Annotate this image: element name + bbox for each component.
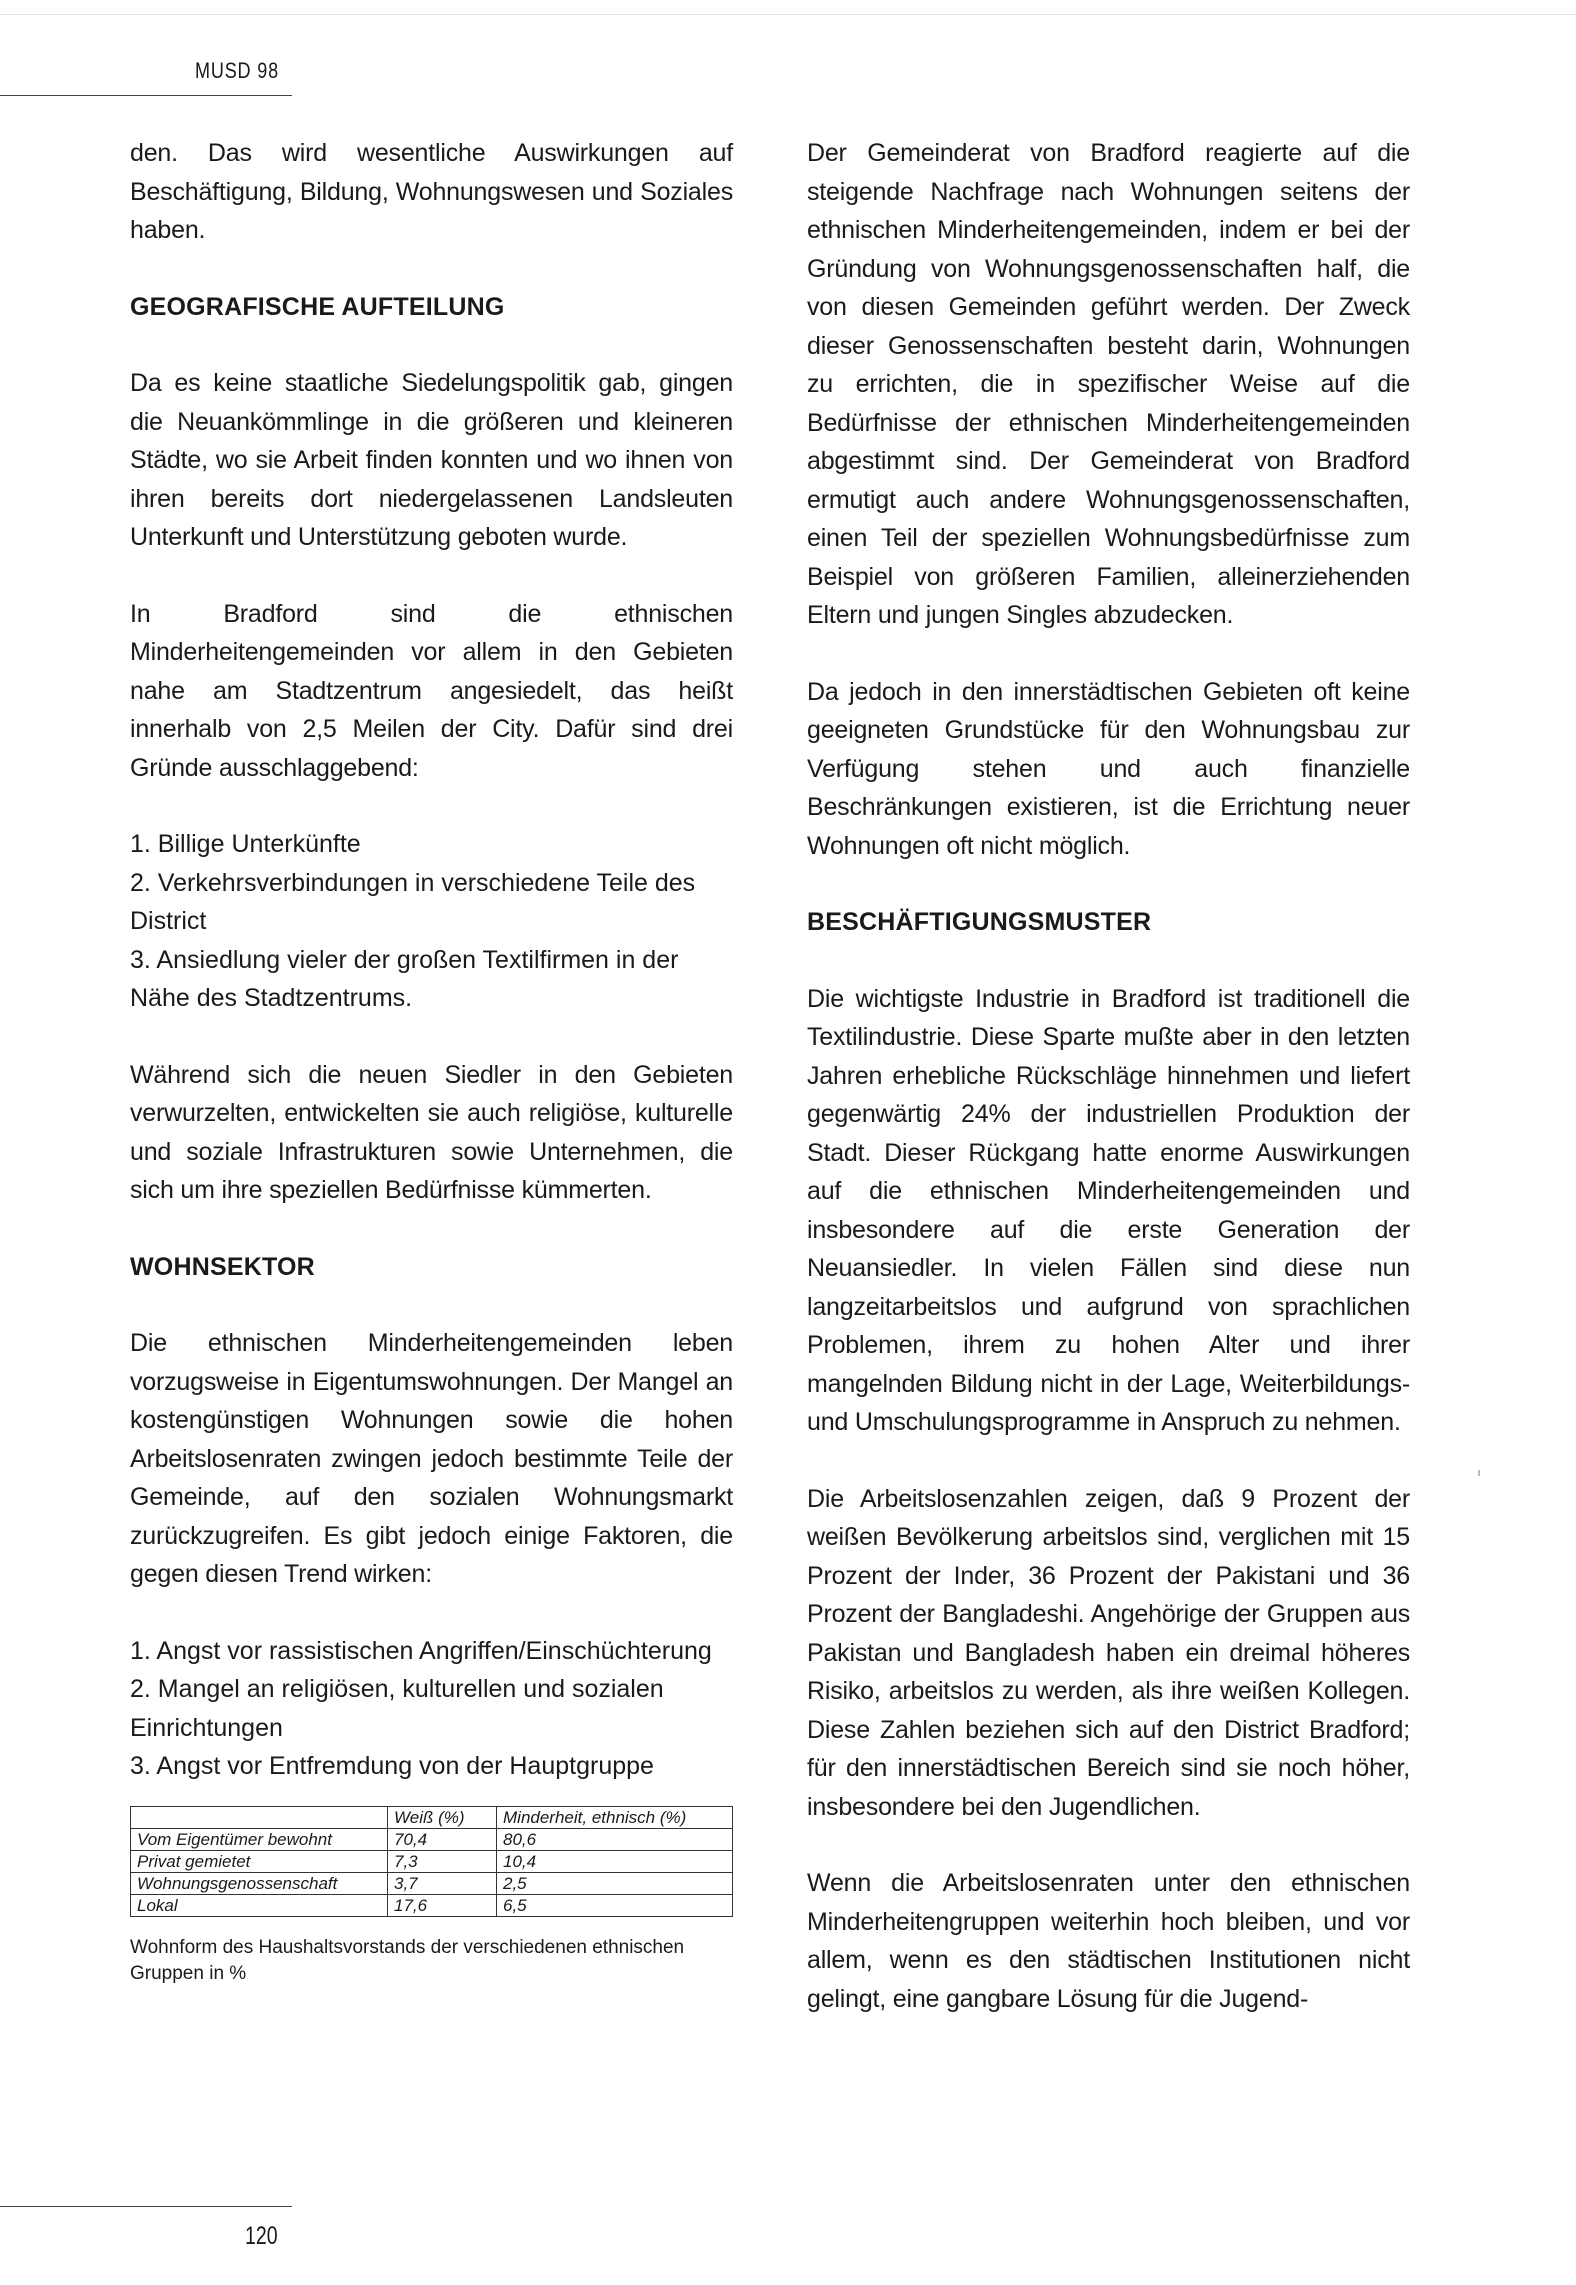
paragraph: In Bradford sind die ethnischen Minderheitengemeinden vor allem in den Gebieten nahe am Stadtzentrum angesiedelt, das heißt innerhalb von 2,5 Meilen der City. Dafür sind drei Gründe ausschlaggebend:: [130, 599, 733, 782]
table-cell: 7,3: [388, 1850, 497, 1872]
section-heading-geografische-aufteilung: GEOGRAFISCHE AUFTEILUNG: [130, 292, 505, 321]
top-edge-rule: [0, 14, 1576, 15]
table-cell: 10,4: [497, 1850, 733, 1872]
left-column: [130, 134, 733, 1987]
header-rule: [0, 95, 292, 96]
right-column: [807, 134, 1410, 2018]
housing-table: [130, 1806, 733, 1917]
reasons-list: [130, 825, 733, 1018]
table-cell: Lokal: [131, 1894, 388, 1916]
paragraph: Während sich die neuen Siedler in den Gebieten verwurzelten, entwickelten sie auch religiöse, kulturelle und soziale Infrastrukturen sowie Unternehmen, die sich um ihre speziellen Bedürfnisse kümmerten.: [130, 1060, 733, 1204]
paragraph: Die wichtigste Industrie in Bradford ist traditionell die Textilindustrie. Diese Sparte mußte aber in den letzten Jahren erhebliche Rückschläge hinnehmen und liefert gegenwärtig 24% der industriellen Produktion der Stadt. Dieser Rückgang hatte enorme Auswirkungen auf die ethnischen Minderheitengemeinden und insbesondere auf die erste Generation der Neuansiedler. In vielen Fällen sind diese nun langzeitarbeitslos und aufgrund von sprachlichen Problemen, ihrem zu hohen Alter und ihrer mangelnden Bildung nicht in der Lage, Weiterbildungs- und Umschulungsprogramme in Anspruch zu nehmen.: [807, 984, 1410, 1436]
table-header-cell: Minderheit, ethnisch (%): [497, 1806, 733, 1828]
paragraph: Wenn die Arbeitslosenraten unter den ethnischen Minderheitengruppen weiterhin hoch bleiben, und vor allem, wenn es den städtischen Institutionen nicht gelingt, eine gangbare Lösung für die Jugend-: [807, 1869, 1410, 2013]
table-row: [131, 1872, 733, 1894]
table-cell: Vom Eigentümer bewohnt: [131, 1828, 388, 1850]
table-row: [131, 1828, 733, 1850]
paragraph: Der Gemeinderat von Bradford reagierte auf die steigende Nachfrage nach Wohnungen seitens der ethnischen Minderheitengemeinden, indem er bei der Gründung von Wohnungsgenossenschaften half, die von diesen Gemeinden geführt werden. Der Zweck dieser Genossenschaften besteht darin, Wohnungen zu errichten, die in spezifischer Weise auf die Bedürfnisse der ethnischen Minderheitengemeinden abgestimmt sind. Der Gemeinderat von Bradford ermutigt auch andere Wohnungsgenossenschaften, einen Teil der speziellen Wohnungsbedürfnisse zum Beispiel von größeren Familien, alleinerziehenden Eltern und jungen Singles abzudecken.: [807, 139, 1410, 629]
paragraph: Da es keine staatliche Siedelungspolitik gab, gingen die Neuankömmlinge in die größeren und kleineren Städte, wo sie Arbeit finden konnten und wo ihnen von ihren bereits dort niedergelassenen Landsleuten Unterkunft und Unterstützung geboten wurde.: [130, 369, 733, 551]
list-item: 1. Billige Unterkünfte: [130, 830, 361, 858]
table-cell: 17,6: [388, 1894, 497, 1916]
table-row: [131, 1894, 733, 1916]
table-cell: Wohnungsgenossenschaft: [131, 1872, 388, 1894]
list-item: 2. Verkehrsverbindungen in verschiedene Teile des District: [130, 868, 696, 935]
footer-rule: [0, 2206, 292, 2207]
list-item: 3. Ansiedlung vieler der großen Textilfirmen in der Nähe des Stadtzentrums.: [130, 945, 679, 1012]
paragraph: Da jedoch in den innerstädtischen Gebieten oft keine geeigneten Grundstücke für den Wohnungsbau zur Verfügung stehen und auch finanzielle Beschränkungen existieren, ist die Errichtung neuer Wohnungen oft nicht möglich.: [807, 677, 1410, 860]
table-caption: Wohnform des Haushaltsvorstands der verschiedenen ethnischen Gruppen in %: [130, 1936, 685, 1984]
list-item: 2. Mangel an religiösen, kulturellen und sozialen Einrichtungen: [130, 1675, 664, 1742]
section-heading-wohnsektor: WOHNSEKTOR: [130, 1252, 315, 1281]
list-item: 3. Angst vor Entfremdung von der Hauptgruppe: [130, 1752, 654, 1780]
table-cell: Privat gemietet: [131, 1850, 388, 1872]
list-item: 1. Angst vor rassistischen Angriffen/Einschüchterung: [130, 1636, 712, 1665]
factors-list: [130, 1632, 733, 1786]
table-cell: 2,5: [497, 1872, 733, 1894]
table-row: [131, 1850, 733, 1872]
section-heading-beschaeftigungsmuster: BESCHÄFTIGUNGSMUSTER: [807, 908, 1152, 936]
scan-speck: [1478, 1470, 1480, 1476]
table-header-row: [131, 1806, 733, 1828]
paragraph: den. Das wird wesentliche Auswirkungen auf Beschäftigung, Bildung, Wohnungswesen und Soziales haben.: [130, 139, 733, 244]
table-cell: 80,6: [497, 1828, 733, 1850]
paragraph: Die Arbeitslosenzahlen zeigen, daß 9 Prozent der weißen Bevölkerung arbeitslos sind, verglichen mit 15 Prozent der Inder, 36 Prozent der Pakistani und 36 Prozent der Bangladeshi. Angehörige der Gruppen aus Pakistan und Bangladesh haben ein dreimal höheres Risiko, arbeitslos zu werden, als ihre weißen Kollegen. Diese Zahlen beziehen sich auf den District Bradford; für den innerstädtischen Bereich sind sie noch höher, insbesondere bei den Jugendlichen.: [807, 1484, 1410, 1821]
paragraph: Die ethnischen Minderheitengemeinden leben vorzugsweise in Eigentumswohnungen. Der Mangel an kostengünstigen Wohnungen sowie die hohen Arbeitslosenraten zwingen jedoch bestimmte Teile der Gemeinde, auf den sozialen Wohnungsmarkt zurückzugreifen. Es gibt jedoch einige Faktoren, die gegen diesen Trend wirken:: [130, 1329, 733, 1588]
table-header-cell: Weiß (%): [388, 1806, 497, 1828]
table-cell: 6,5: [497, 1894, 733, 1916]
table-cell: 3,7: [388, 1872, 497, 1894]
table-cell: 70,4: [388, 1828, 497, 1850]
page-number: 120: [245, 2222, 278, 2250]
running-header: MUSD 98: [195, 58, 279, 83]
table-header-cell: [131, 1806, 388, 1828]
